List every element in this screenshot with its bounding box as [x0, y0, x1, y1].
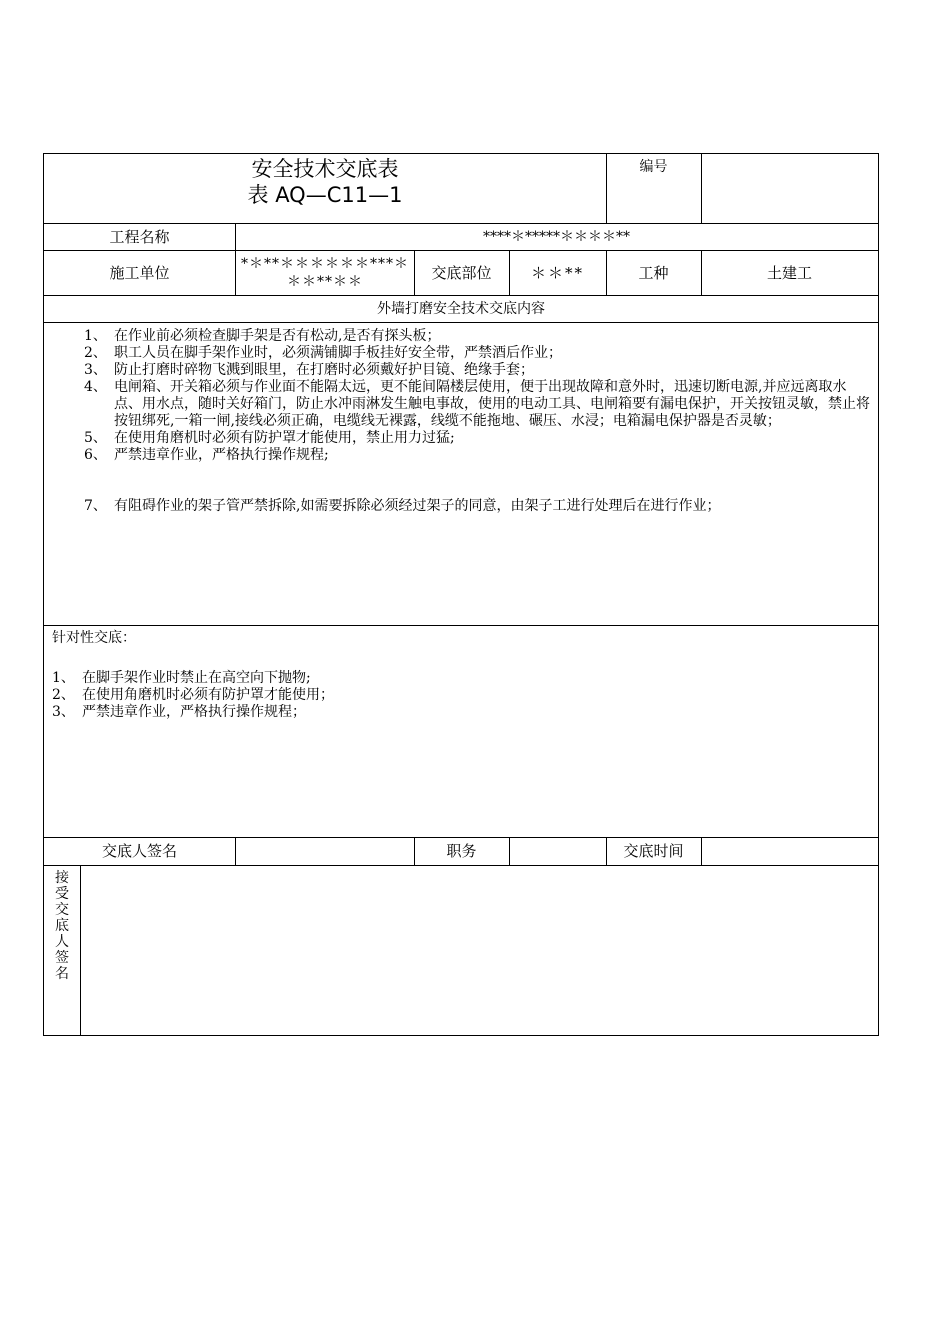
list-item: 2、 在使用角磨机时必须有防护罩才能使用； [52, 687, 334, 703]
row-divider [44, 322, 878, 323]
project-name-label: 工程名称 [109, 227, 170, 246]
list-item: 7、 有阻碍作业的架子管严禁拆除,如需要拆除必须经过架子的同意，由架子工进行处理后在进行作业； [84, 498, 721, 514]
list-item: 1、 在脚手架作业时禁止在高空向下抛物; [52, 670, 311, 686]
form-title-main: 安全技术交底表 [251, 157, 399, 181]
row-divider [44, 625, 878, 626]
list-item: 6、 严禁违章作业，严格执行操作规程; [84, 447, 329, 463]
discloser-signature-field[interactable] [235, 837, 414, 865]
number-value[interactable] [701, 154, 878, 223]
safety-disclosure-form [43, 153, 879, 1036]
list-item: 3、 防止打磨时碎物飞溅到眼里，在打磨时必须戴好护目镜、绝缘手套； [84, 362, 534, 378]
targeted-list [52, 670, 852, 721]
list-item: 4、 电闸箱、开关箱必须与作业面不能隔太远，更不能间隔楼层使用，便于出现故障和意外时，迅速切断电源,并应远离取水点、用水点，随时关好箱门，防止水冲雨淋发生触电事故，使用的电动工具、电闸箱要有漏电保护，开关按钮灵敏，禁止将按钮绑死,一箱一闸,接线必须正确，电缆线无裸露，线缆不能拖地、碾压、水浸；电箱漏电保护器是否灵敏； [84, 379, 870, 429]
discloser-signature-label: 交底人签名 [101, 842, 177, 860]
project-name-value: ****＊*****＊＊＊＊** [483, 228, 630, 245]
targeted-heading: 针对性交底： [52, 630, 136, 646]
disclosure-time-label: 交底时间 [623, 842, 684, 860]
trade-label: 工种 [638, 263, 669, 282]
list-item: 1、 在作业前必须检查脚手架是否有松动,是否有探头板； [84, 328, 441, 344]
receiver-signature-label: 接受交底人签名 [55, 870, 69, 982]
content-heading: 外墙打磨安全技术交底内容 [377, 300, 545, 317]
construction-unit-label: 施工单位 [109, 263, 170, 282]
form-code: 表 AQ—C11—1 [247, 183, 403, 207]
disclosure-time-field[interactable] [701, 837, 878, 865]
content-list [84, 328, 874, 515]
number-label: 编号 [639, 159, 668, 175]
list-item: 3、 严禁违章作业，严格执行操作规程； [52, 704, 306, 720]
position-field[interactable] [509, 837, 606, 865]
receiver-signature-area[interactable] [81, 866, 878, 1035]
disclosure-part-value: ＊＊** [530, 263, 584, 282]
form-title [44, 156, 606, 208]
list-item: 2、 职工人员在脚手架作业时，必须满铺脚手板挂好安全带，严禁酒后作业； [84, 345, 562, 361]
construction-unit-value: *＊**＊＊＊＊＊＊***＊＊＊**＊＊ [241, 255, 409, 290]
trade-value: 土建工 [766, 263, 812, 282]
disclosure-part-label: 交底部位 [431, 263, 492, 282]
position-label: 职务 [446, 842, 477, 860]
list-item: 5、 在使用角磨机时必须有防护罩才能使用，禁止用力过猛; [84, 430, 455, 446]
